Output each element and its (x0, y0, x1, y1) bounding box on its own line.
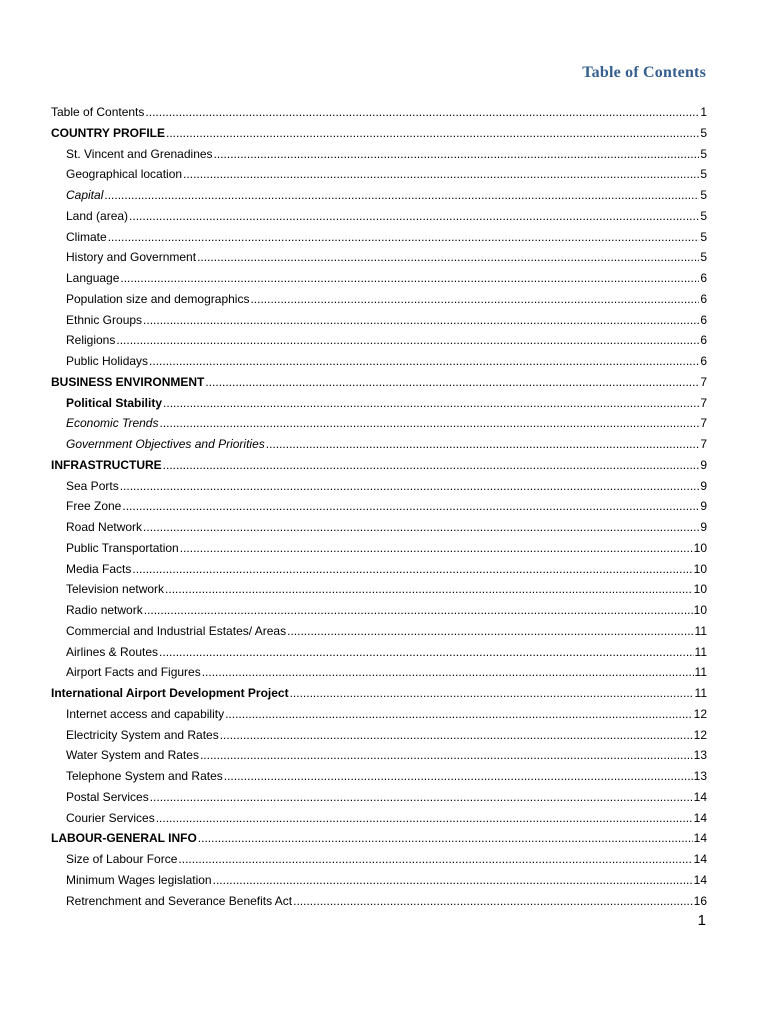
toc-entry-page-number[interactable]: 6 (700, 271, 707, 285)
toc-entry[interactable] (51, 559, 707, 580)
toc-dot-leader (205, 372, 699, 393)
toc-dot-leader (143, 517, 699, 538)
toc-entry[interactable] (51, 164, 707, 185)
toc-entry[interactable] (51, 579, 707, 600)
toc-dot-leader (145, 102, 699, 123)
toc-entry-title[interactable]: COUNTRY PROFILE (51, 125, 166, 140)
toc-dot-leader (165, 579, 693, 600)
toc-entry-page-number[interactable]: 5 (700, 229, 707, 244)
toc-entry-page-number[interactable]: 5 (700, 146, 707, 161)
toc-entry-page-number[interactable]: 9 (700, 478, 707, 493)
toc-entry[interactable] (51, 787, 707, 808)
toc-dot-leader (220, 725, 693, 746)
toc-entry-page-number[interactable]: 6 (700, 291, 707, 306)
toc-entry-title[interactable]: Water System and Rates (66, 748, 199, 763)
toc-dot-leader (266, 434, 700, 455)
toc-dot-leader (214, 144, 700, 165)
toc-dot-leader (293, 891, 693, 912)
toc-entry[interactable] (51, 808, 707, 829)
toc-entry-page-number[interactable]: 16 (693, 893, 707, 908)
toc-heading: Table of Contents (582, 64, 706, 81)
toc-entry[interactable] (51, 642, 707, 663)
toc-entry-page-number[interactable]: 7 (700, 395, 707, 410)
toc-entry-title[interactable]: Population size and demographics (66, 291, 250, 306)
toc-entry[interactable] (51, 600, 707, 621)
toc-dot-leader (143, 310, 699, 331)
toc-dot-leader (290, 683, 694, 704)
toc-entry-page-number[interactable]: 14 (693, 852, 707, 866)
toc-dot-leader (163, 393, 699, 414)
toc-entry-title[interactable]: Airlines & Routes (66, 644, 159, 659)
toc-entry-page-number[interactable]: 14 (693, 831, 707, 846)
toc-entry[interactable] (51, 413, 707, 434)
toc-entry-page-number[interactable]: 9 (700, 499, 707, 514)
toc-dot-leader (144, 600, 693, 621)
toc-entry-title[interactable]: Telephone System and Rates (66, 769, 223, 783)
toc-entry-title[interactable]: Airport Facts and Figures (66, 665, 201, 680)
toc-entry-page-number[interactable]: 14 (693, 810, 707, 825)
toc-dot-leader (129, 206, 699, 227)
toc-entry-title[interactable]: Public Transportation (66, 540, 179, 555)
toc-entry-page-number[interactable]: 9 (700, 457, 707, 472)
toc-dot-leader (120, 268, 699, 289)
toc-entry[interactable] (51, 517, 707, 538)
toc-entry[interactable] (51, 372, 707, 393)
toc-entry[interactable] (51, 268, 707, 289)
toc-entry[interactable] (51, 310, 707, 331)
toc-entry-title[interactable]: Land (area) (66, 208, 129, 223)
toc-entry[interactable] (51, 206, 707, 227)
toc-entry[interactable] (51, 849, 707, 870)
toc-entry-page-number[interactable]: 1 (700, 105, 707, 119)
toc-entry-title[interactable]: Size of Labour Force (66, 852, 178, 866)
toc-entry-title[interactable]: Courier Services (66, 810, 155, 825)
toc-entry-page-number[interactable]: 5 (700, 167, 707, 182)
toc-entry-title[interactable]: Internet access and capability (66, 706, 225, 721)
toc-entry-title[interactable]: Free Zone (66, 499, 122, 514)
toc-dot-leader (180, 538, 693, 559)
toc-entry[interactable] (51, 662, 707, 683)
toc-entry[interactable] (51, 185, 707, 206)
toc-entry-page-number[interactable]: 5 (700, 250, 707, 265)
toc-entry[interactable] (51, 621, 707, 642)
toc-entry-page-number[interactable]: 10 (693, 603, 707, 617)
toc-entry-title[interactable]: Geographical location (66, 167, 183, 182)
toc-entry-page-number[interactable]: 6 (700, 333, 707, 348)
toc-entry-page-number[interactable]: 6 (700, 312, 707, 327)
toc-entry[interactable] (51, 455, 707, 476)
toc-entry-title[interactable]: Language (66, 271, 120, 285)
toc-dot-leader (224, 766, 693, 787)
toc-entry-title[interactable]: History and Government (66, 250, 197, 265)
toc-entry-title[interactable]: Climate (66, 229, 107, 244)
toc-entry-title[interactable]: St. Vincent and Grenadines (66, 146, 213, 161)
toc-entry-title[interactable]: Retrenchment and Severance Benefits Act (66, 893, 293, 908)
toc-entry-title[interactable]: Road Network (66, 520, 143, 534)
toc-entry-page-number[interactable]: 5 (700, 125, 707, 140)
toc-entry[interactable] (51, 476, 707, 497)
toc-dot-leader (149, 351, 699, 372)
toc-entry-title[interactable]: Capital (66, 188, 104, 202)
toc-dot-leader (120, 476, 700, 497)
toc-dot-leader (132, 559, 692, 580)
toc-entry-title[interactable]: International Airport Development Project (51, 686, 289, 700)
toc-entry-title[interactable]: Government Objectives and Priorities (66, 437, 265, 451)
toc-entry-page-number[interactable]: 14 (693, 872, 707, 887)
toc-entry-page-number[interactable]: 7 (700, 374, 707, 389)
toc-entry-title[interactable]: Religions (66, 333, 116, 348)
toc-entry-title[interactable]: Postal Services (66, 789, 149, 804)
toc-entry-page-number[interactable]: 6 (700, 354, 707, 368)
toc-entry-title[interactable]: Economic Trends (66, 416, 159, 431)
toc-entry[interactable] (51, 123, 707, 144)
toc-entry-title[interactable]: Political Stability (66, 395, 163, 410)
toc-entry-page-number[interactable]: 10 (693, 582, 707, 597)
toc-entry[interactable] (51, 144, 707, 165)
toc-dot-leader (163, 455, 700, 476)
toc-dot-leader (198, 828, 693, 849)
toc-entry-page-number[interactable]: 11 (694, 623, 707, 638)
toc-entry[interactable] (51, 351, 707, 372)
toc-entry-title[interactable]: Radio network (66, 603, 143, 617)
toc-dot-leader (202, 662, 694, 683)
toc-entry-title[interactable]: BUSINESS ENVIRONMENT (51, 374, 205, 389)
toc-dot-leader (116, 330, 699, 351)
toc-entry[interactable] (51, 683, 707, 704)
toc-entry[interactable] (51, 102, 707, 123)
toc-entry[interactable] (51, 330, 707, 351)
toc-entry[interactable] (51, 766, 707, 787)
toc-dot-leader (150, 787, 693, 808)
toc-dot-leader (159, 413, 699, 434)
toc-entry-title[interactable]: Electricity System and Rates (66, 727, 219, 742)
toc-dot-leader (166, 123, 699, 144)
toc-entry-page-number[interactable]: 9 (700, 520, 707, 534)
toc-entry-page-number[interactable]: 5 (700, 188, 707, 202)
toc-entry-page-number[interactable]: 5 (700, 208, 707, 223)
toc-entry[interactable] (51, 725, 707, 746)
toc-entry[interactable] (51, 227, 707, 248)
toc-dot-leader (108, 227, 700, 248)
toc-entry-title[interactable]: Table of Contents (51, 105, 145, 119)
toc-dot-leader (213, 870, 693, 891)
toc-dot-leader (200, 745, 693, 766)
toc-entry[interactable] (51, 247, 707, 268)
toc-entry[interactable] (51, 496, 707, 517)
toc-entry-title[interactable]: Television network (66, 582, 165, 597)
toc-entry-title[interactable]: Public Holidays (66, 354, 149, 368)
toc-entry-title[interactable]: INFRASTRUCTURE (51, 457, 162, 472)
toc-entry-page-number[interactable]: 11 (694, 686, 707, 700)
toc-dot-leader (183, 164, 699, 185)
toc-entry-page-number[interactable]: 14 (693, 789, 707, 804)
toc-entry[interactable] (51, 704, 707, 725)
toc-entry-title[interactable]: Sea Ports (66, 478, 119, 493)
toc-entry-page-number[interactable]: 10 (693, 561, 707, 576)
toc-entry-page-number[interactable]: 12 (693, 706, 707, 721)
toc-entry-page-number[interactable]: 13 (693, 769, 707, 783)
toc-entry-page-number[interactable]: 12 (693, 727, 707, 742)
toc-entry-title[interactable]: Commercial and Industrial Estates/ Areas (66, 623, 287, 638)
toc-entry-page-number[interactable]: 11 (694, 665, 707, 680)
toc-dot-leader (197, 247, 699, 268)
toc-entry[interactable] (51, 870, 707, 891)
page-number: 1 (697, 912, 706, 929)
toc-dot-leader (287, 621, 693, 642)
toc-dot-leader (250, 289, 699, 310)
toc-entry[interactable] (51, 393, 707, 414)
toc-dot-leader (159, 642, 693, 663)
toc-entry-title[interactable]: Minimum Wages legislation (66, 872, 212, 887)
toc-entry-title[interactable]: Ethnic Groups (66, 312, 143, 327)
toc-entry-title[interactable]: Media Facts (66, 561, 132, 576)
toc-entry-page-number[interactable]: 11 (694, 644, 707, 659)
toc-entry-page-number[interactable]: 7 (700, 437, 707, 451)
toc-entry-page-number[interactable]: 10 (693, 540, 707, 555)
toc-entry[interactable] (51, 891, 707, 912)
toc-dot-leader (122, 496, 699, 517)
toc-entry[interactable] (51, 434, 707, 455)
toc-dot-leader (225, 704, 693, 725)
toc-entry[interactable] (51, 538, 707, 559)
toc-dot-leader (104, 185, 699, 206)
toc-entry[interactable] (51, 828, 707, 849)
toc-entry-page-number[interactable]: 7 (700, 416, 707, 431)
toc-entry-page-number[interactable]: 13 (693, 748, 707, 763)
toc-dot-leader (178, 849, 692, 870)
toc-entry[interactable] (51, 745, 707, 766)
toc-list (51, 102, 707, 911)
toc-dot-leader (156, 808, 693, 829)
toc-entry[interactable] (51, 289, 707, 310)
toc-entry-title[interactable]: LABOUR-GENERAL INFO (51, 831, 197, 846)
